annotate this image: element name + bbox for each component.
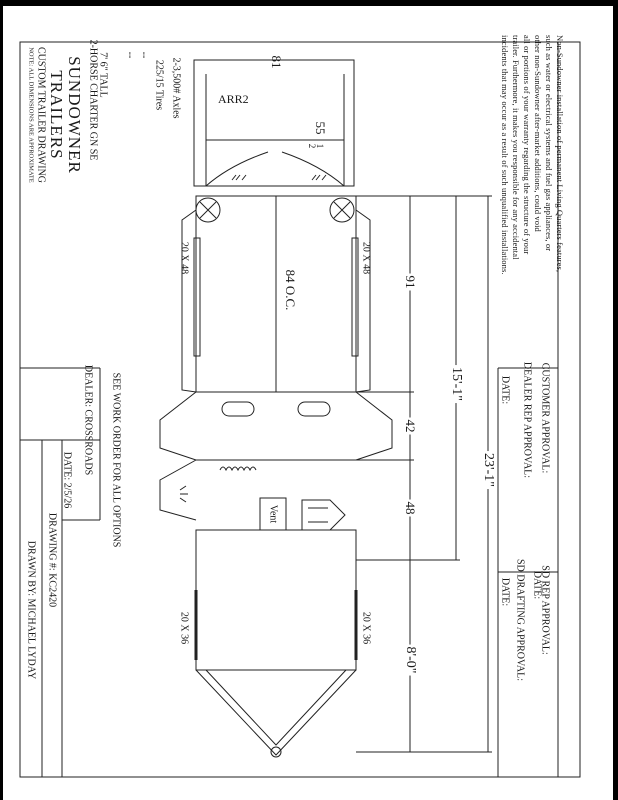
title-dealer: DEALER: CROSSROADS [82,364,94,476]
window-left-top [194,238,200,356]
disclaimer-text [499,35,565,395]
rear-tack-box [194,60,354,186]
title-note: NOTE: ALL DIMENSIONS ARE APPROXIMATE [27,47,35,183]
company-name-line2: TRAILERS [47,70,66,160]
spec-options-note: SEE WORK ORDER FOR ALL OPTIONS [110,372,122,548]
title-drawing-number: DRAWING #: KC2420 [46,512,58,608]
slot-right [298,402,330,416]
spec-model: 2-HORSE CHARTER GN SE [87,39,99,161]
light-fixture-2 [312,175,326,180]
sd-rep-approval: SD REP APPROVAL: [539,565,551,655]
light-fixture-1 [232,175,246,180]
title-date: DATE: 2/5/26 [61,451,73,509]
disclaimer-line: such as water or electrical systems and fuel gas appliances, or [544,35,554,252]
dressing-left-wall [160,460,196,520]
mid-left-wall [160,392,196,460]
sd-drafting-date: DATE: [499,577,511,607]
customer-approval: CUSTOMER APPROVAL: [539,362,551,474]
disclaimer-line: all or portions of your warranty regarding the structure of your [522,35,532,255]
front-section [196,530,356,670]
disclaimer-line: Non-Sundowner installation of permanent Living Quarters features, [555,35,565,273]
spec-tires: 225/15 Tires [153,59,165,111]
spec-height: 7' 6" TALL [97,52,109,98]
customer-date: DATE: [499,375,511,405]
sd-drafting-approval: SD DRAFTING APPROVAL: [514,558,526,682]
vent-label: Vent [267,504,279,524]
v-nose-inner [206,670,346,745]
disclaimer-line: trailer. Furthermore, it makes you responsible for any accidental [511,35,521,260]
center-spacing-label: 84 O.C. [283,269,298,311]
rear-door-left [206,152,268,186]
dim-42-value: 42 [403,419,418,433]
dim-55: 55 [313,121,328,135]
cot-outline [302,500,345,530]
window-right-top [352,238,358,356]
window-left-bottom-label: 20 X 36 [178,611,190,645]
window-left-top-label: 20 X 48 [178,241,190,275]
saddle-rack [220,467,256,470]
dim-48-value: 48 [403,501,418,515]
title-drawn-by: DRAWN BY: MICHAEL LYDAY [25,540,37,680]
light-fixture-3 [180,486,188,502]
sheet-border [20,39,580,777]
rear-door-label: ARR2 [218,92,249,106]
dim-81: 81 [269,55,284,69]
title-subtitle: CUSTOM TRAILER DRAWING [35,46,47,184]
spec-dash-2: -- [124,51,136,59]
disclaimer-line: other non-Sundowner after-market additions, could void [533,35,543,232]
dealer-rep-approval: DEALER REP APPROVAL: [521,361,533,479]
dim-23-value: 23'-1" [481,453,496,487]
company-name-line1: SUNDOWNER [65,56,84,174]
dim-55-fraction-den: 2 [307,143,317,149]
window-right-bottom-label: 20 X 36 [360,611,372,645]
dim-8ft-value: 8'-0" [403,646,418,674]
spec-axles: 2-3,500# Axles [170,57,182,119]
disclaimer-line: incidents that may occur as a result of such unqualified installations. [500,35,510,275]
v-nose [196,670,356,755]
rear-door-right [282,152,344,186]
window-right-top-label: 20 X 48 [360,241,372,275]
sd-rep-date: DATE: [531,570,543,600]
mid-right-wall [356,392,392,460]
dim-55-fraction-num: 1 [315,143,325,149]
dim-15-value: 15'-1" [449,367,464,401]
spec-dash-1: -- [138,51,150,59]
slot-left [222,402,254,416]
dim-91-value: 91 [403,275,418,289]
